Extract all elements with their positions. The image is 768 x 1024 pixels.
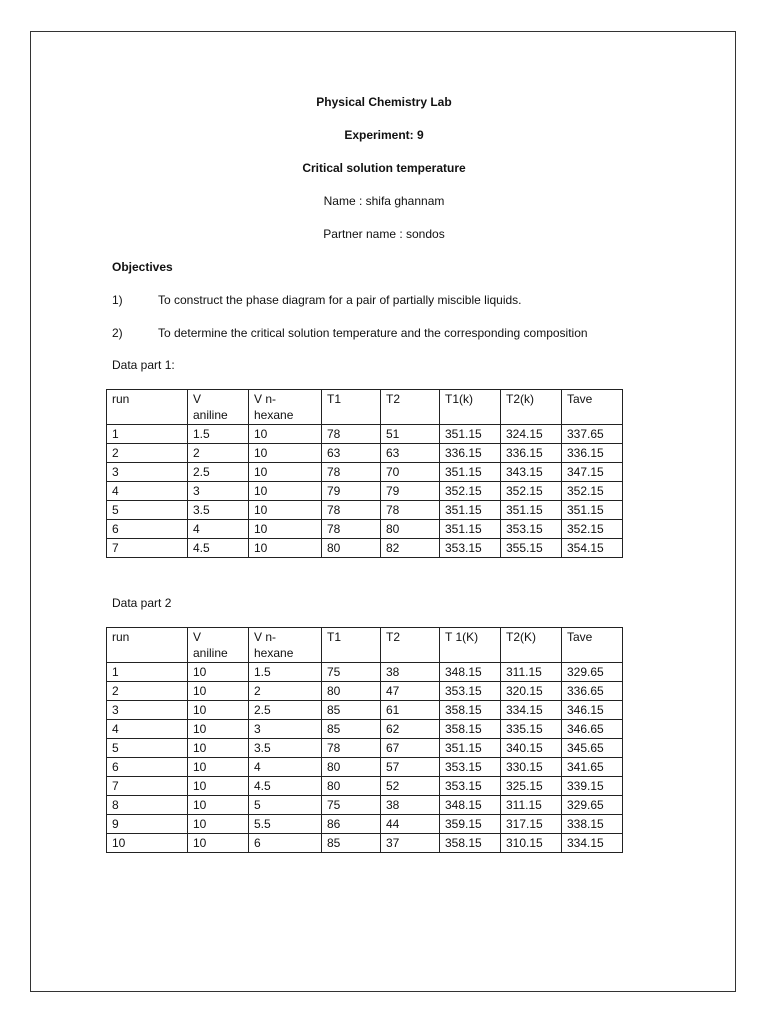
table-cell: 51 — [381, 425, 440, 444]
table-cell: 6 — [107, 758, 188, 777]
table-cell: 347.15 — [562, 463, 623, 482]
table-cell: 57 — [381, 758, 440, 777]
header-cell: T1 — [322, 390, 381, 425]
table-cell: 351.15 — [440, 520, 501, 539]
table-cell: 351.15 — [440, 739, 501, 758]
header-cell: V aniline — [188, 628, 249, 663]
data-table-part2 — [106, 627, 623, 853]
table-header-row — [107, 628, 623, 663]
table-row — [107, 758, 623, 777]
table-cell: 358.15 — [440, 720, 501, 739]
table-cell: 78 — [322, 739, 381, 758]
table-cell: 353.15 — [440, 777, 501, 796]
table-cell: 338.15 — [562, 815, 623, 834]
table-cell: 37 — [381, 834, 440, 853]
header-cell: V n- hexane — [249, 390, 322, 425]
table-cell: 2 — [188, 444, 249, 463]
table-cell: 355.15 — [501, 539, 562, 558]
table-cell: 324.15 — [501, 425, 562, 444]
table-row — [107, 739, 623, 758]
table-cell: 340.15 — [501, 739, 562, 758]
table-cell: 336.65 — [562, 682, 623, 701]
table-cell: 351.15 — [501, 501, 562, 520]
table-cell: 10 — [188, 758, 249, 777]
table-cell: 325.15 — [501, 777, 562, 796]
table-cell: 10 — [249, 463, 322, 482]
table-cell: 346.15 — [562, 701, 623, 720]
table-cell: 70 — [381, 463, 440, 482]
table-cell: 10 — [249, 425, 322, 444]
table-cell: 10 — [188, 701, 249, 720]
table-cell: 5.5 — [249, 815, 322, 834]
table-row — [107, 682, 623, 701]
table-cell: 351.15 — [440, 463, 501, 482]
table-cell: 75 — [322, 796, 381, 815]
table-cell: 351.15 — [562, 501, 623, 520]
table-cell: 4 — [107, 482, 188, 501]
table-header-row — [107, 390, 623, 425]
table-cell: 4 — [249, 758, 322, 777]
table-cell: 352.15 — [501, 482, 562, 501]
table-row — [107, 425, 623, 444]
table-cell: 348.15 — [440, 663, 501, 682]
table-cell: 329.65 — [562, 663, 623, 682]
table-cell: 78 — [322, 463, 381, 482]
table-cell: 79 — [381, 482, 440, 501]
table-cell: 10 — [249, 520, 322, 539]
table-cell: 352.15 — [440, 482, 501, 501]
table-cell: 345.65 — [562, 739, 623, 758]
table-cell: 63 — [381, 444, 440, 463]
table-cell: 3 — [107, 463, 188, 482]
table-cell: 80 — [322, 539, 381, 558]
table-cell: 78 — [322, 425, 381, 444]
table-cell: 80 — [322, 777, 381, 796]
partner-name: Partner name : sondos — [323, 227, 445, 241]
table-cell: 75 — [322, 663, 381, 682]
table-cell: 3.5 — [249, 739, 322, 758]
table-cell: 2 — [249, 682, 322, 701]
table-cell: 52 — [381, 777, 440, 796]
table-cell: 2 — [107, 682, 188, 701]
table-cell: 317.15 — [501, 815, 562, 834]
table-cell: 336.15 — [562, 444, 623, 463]
table-cell: 353.15 — [440, 682, 501, 701]
table-cell: 358.15 — [440, 834, 501, 853]
table-cell: 44 — [381, 815, 440, 834]
table-cell: 1 — [107, 663, 188, 682]
table-cell: 10 — [249, 482, 322, 501]
table-cell: 2.5 — [188, 463, 249, 482]
table-cell: 334.15 — [562, 834, 623, 853]
table-cell: 339.15 — [562, 777, 623, 796]
table-cell: 3 — [249, 720, 322, 739]
table-cell: 38 — [381, 663, 440, 682]
objective-number: 1) — [112, 293, 123, 307]
header-cell: T2 — [381, 390, 440, 425]
table-row — [107, 663, 623, 682]
table-row — [107, 501, 623, 520]
table-cell: 348.15 — [440, 796, 501, 815]
header-cell: run — [107, 628, 188, 663]
header-cell: T1 — [322, 628, 381, 663]
table-cell: 3 — [107, 701, 188, 720]
table-cell: 10 — [188, 739, 249, 758]
table-cell: 78 — [322, 520, 381, 539]
table-cell: 47 — [381, 682, 440, 701]
student-name: Name : shifa ghannam — [323, 194, 445, 208]
header-cell: T2(K) — [501, 628, 562, 663]
header-cell: V n- hexane — [249, 628, 322, 663]
table-cell: 85 — [322, 834, 381, 853]
table-cell: 3.5 — [188, 501, 249, 520]
table-cell: 4 — [188, 520, 249, 539]
header-cell: Tave — [562, 390, 623, 425]
document-title: Physical Chemistry Lab — [316, 95, 452, 109]
table-row — [107, 796, 623, 815]
table-cell: 61 — [381, 701, 440, 720]
objective-number: 2) — [112, 326, 123, 340]
table-cell: 85 — [322, 701, 381, 720]
table-cell: 2.5 — [249, 701, 322, 720]
table-row — [107, 834, 623, 853]
table-cell: 5 — [107, 501, 188, 520]
table-cell: 1.5 — [249, 663, 322, 682]
part2-label: Data part 2 — [112, 596, 172, 610]
table-cell: 8 — [107, 796, 188, 815]
data-table-part1 — [106, 389, 623, 558]
table-cell: 2 — [107, 444, 188, 463]
table-cell: 80 — [322, 758, 381, 777]
table-cell: 10 — [188, 796, 249, 815]
table-cell: 80 — [381, 520, 440, 539]
table-cell: 78 — [322, 501, 381, 520]
part1-label: Data part 1: — [112, 358, 175, 372]
table-cell: 4.5 — [249, 777, 322, 796]
table-cell: 5 — [107, 739, 188, 758]
table-row — [107, 444, 623, 463]
table-row — [107, 520, 623, 539]
header-cell: V aniline — [188, 390, 249, 425]
table-cell: 334.15 — [501, 701, 562, 720]
table-cell: 6 — [249, 834, 322, 853]
table-cell: 358.15 — [440, 701, 501, 720]
objective-text: To determine the critical solution temperature and the corresponding composition — [158, 326, 588, 340]
table-cell: 85 — [322, 720, 381, 739]
table-cell: 5 — [249, 796, 322, 815]
table-cell: 10 — [188, 777, 249, 796]
table-cell: 352.15 — [562, 482, 623, 501]
table-cell: 10 — [188, 720, 249, 739]
table-cell: 78 — [381, 501, 440, 520]
table-cell: 352.15 — [562, 520, 623, 539]
table-cell: 351.15 — [440, 501, 501, 520]
table-cell: 10 — [249, 539, 322, 558]
objective-text: To construct the phase diagram for a pair of partially miscible liquids. — [158, 293, 522, 307]
table-cell: 346.65 — [562, 720, 623, 739]
table-cell: 353.15 — [440, 539, 501, 558]
table-cell: 330.15 — [501, 758, 562, 777]
table-cell: 10 — [188, 663, 249, 682]
header-cell: T2(k) — [501, 390, 562, 425]
table-cell: 63 — [322, 444, 381, 463]
table-cell: 86 — [322, 815, 381, 834]
header-cell: T2 — [381, 628, 440, 663]
table-cell: 1 — [107, 425, 188, 444]
table-cell: 311.15 — [501, 663, 562, 682]
table-cell: 343.15 — [501, 463, 562, 482]
table-cell: 10 — [249, 501, 322, 520]
table-cell: 351.15 — [440, 425, 501, 444]
objectives-heading: Objectives — [112, 260, 173, 274]
table-cell: 341.65 — [562, 758, 623, 777]
table-cell: 354.15 — [562, 539, 623, 558]
table-cell: 9 — [107, 815, 188, 834]
table-cell: 10 — [249, 444, 322, 463]
table-cell: 353.15 — [440, 758, 501, 777]
table-row — [107, 701, 623, 720]
table-cell: 6 — [107, 520, 188, 539]
table-cell: 329.65 — [562, 796, 623, 815]
table-cell: 336.15 — [440, 444, 501, 463]
table-cell: 10 — [188, 834, 249, 853]
experiment-topic: Critical solution temperature — [302, 161, 466, 175]
table-cell: 311.15 — [501, 796, 562, 815]
table-row — [107, 482, 623, 501]
table-cell: 10 — [188, 815, 249, 834]
table-cell: 10 — [107, 834, 188, 853]
table-cell: 1.5 — [188, 425, 249, 444]
table-cell: 320.15 — [501, 682, 562, 701]
table-row — [107, 720, 623, 739]
table-cell: 62 — [381, 720, 440, 739]
table-cell: 335.15 — [501, 720, 562, 739]
header-cell: Tave — [562, 628, 623, 663]
table-cell: 67 — [381, 739, 440, 758]
table-cell: 82 — [381, 539, 440, 558]
table-cell: 310.15 — [501, 834, 562, 853]
table-cell: 336.15 — [501, 444, 562, 463]
table-row — [107, 539, 623, 558]
table-row — [107, 463, 623, 482]
table-cell: 38 — [381, 796, 440, 815]
table-cell: 359.15 — [440, 815, 501, 834]
table-cell: 3 — [188, 482, 249, 501]
table-row — [107, 815, 623, 834]
table-row — [107, 777, 623, 796]
header-cell: run — [107, 390, 188, 425]
table-cell: 4.5 — [188, 539, 249, 558]
header-cell: T1(k) — [440, 390, 501, 425]
table-cell: 7 — [107, 539, 188, 558]
table-cell: 10 — [188, 682, 249, 701]
experiment-number: Experiment: 9 — [344, 128, 424, 142]
table-cell: 337.65 — [562, 425, 623, 444]
table-cell: 4 — [107, 720, 188, 739]
header-cell: T 1(K) — [440, 628, 501, 663]
table-cell: 7 — [107, 777, 188, 796]
table-cell: 80 — [322, 682, 381, 701]
table-cell: 79 — [322, 482, 381, 501]
table-cell: 353.15 — [501, 520, 562, 539]
